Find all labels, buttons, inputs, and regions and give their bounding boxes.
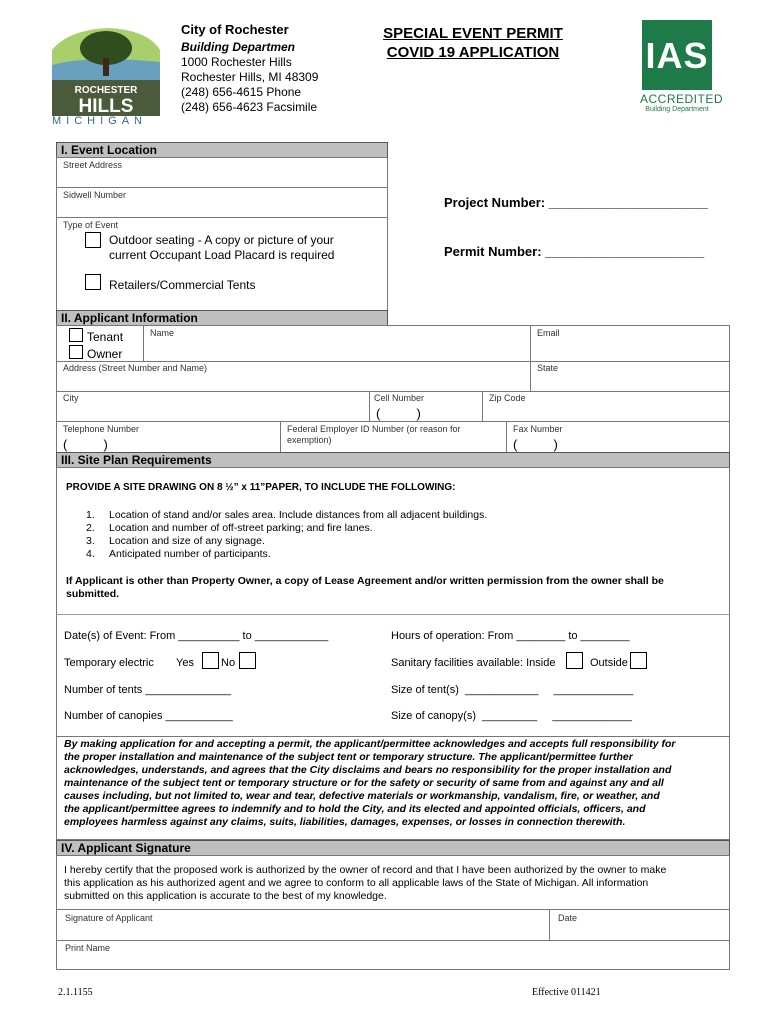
liability-line-2: the proper installation and maintenance of the subject tent or temporary structure. The applicant/permittee further — [64, 751, 633, 763]
print-name-field[interactable] — [56, 940, 730, 970]
liability-line-3: acknowledges, understands, and agrees that the City disclaims and bears no responsibility for the proper installation and — [64, 764, 672, 776]
tenant-label: Tenant — [87, 330, 124, 344]
state-label: State — [537, 363, 559, 373]
header-department: Building Departmen — [181, 40, 296, 54]
telephone-label: Telephone Number — [63, 424, 140, 434]
zip-label: Zip Code — [489, 393, 526, 403]
liability-line-7: employees harmless against any claims, suits, liabilities, damages, expenses, or losses in connection therewith. — [64, 816, 626, 828]
fein-field[interactable] — [280, 421, 507, 454]
email-label: Email — [537, 328, 560, 338]
sidwell-label: Sidwell Number — [63, 190, 127, 200]
certify-line-1: I hereby certify that the proposed work is authorized by the owner of record and that I have been authorized by the owner to make — [64, 864, 667, 876]
project-number[interactable]: Project Number: ______________________ — [444, 195, 708, 210]
ias-accredited: ACCREDITED — [640, 92, 724, 106]
section1-heading: I. Event Location — [56, 142, 388, 158]
cell-label: Cell Number — [374, 393, 425, 403]
electric-no-label: No — [221, 657, 236, 669]
site-plan-item-1: Location of stand and/or sales area. Include distances from all adjacent buildings. — [109, 509, 488, 521]
form-number: 2.1.1155 — [58, 987, 93, 998]
number-of-tents-field[interactable]: Number of tents ______________ — [64, 684, 231, 696]
liability-line-6: the applicant/permittee agrees to indemnify and to hold the City, and its elected and appointed officials, officers, and — [64, 803, 646, 815]
header-address1: 1000 Rochester Hills — [181, 55, 292, 69]
name-field[interactable] — [143, 325, 531, 362]
header-phone: (248) 656-4615 Phone — [181, 85, 302, 99]
ias-logo: IAS — [642, 20, 712, 90]
owner-label: Owner — [87, 347, 123, 361]
retailers-checkbox[interactable] — [85, 274, 101, 290]
site-plan-divider — [56, 614, 730, 615]
type-of-event-label: Type of Event — [63, 220, 119, 230]
logo-text-rochester: ROCHESTER — [74, 85, 138, 96]
sanitary-label: Sanitary facilities available: Inside — [391, 657, 556, 669]
type-of-event-box — [56, 217, 388, 312]
title-line1: SPECIAL EVENT PERMIT — [383, 25, 563, 42]
header-fax: (248) 656-4623 Facsimile — [181, 100, 318, 114]
fein-label2: exemption) — [287, 435, 332, 445]
site-plan-item-2: Location and number of off-street parking; and fire lanes. — [109, 522, 373, 534]
fein-label: Federal Employer ID Number (or reason for — [287, 424, 461, 434]
address-label: Address (Street Number and Name) — [63, 363, 208, 373]
date-label: Date — [558, 913, 578, 923]
size-of-canopies-field[interactable]: Size of canopy(s) _________ _____________ — [391, 710, 632, 722]
signature-label: Signature of Applicant — [65, 913, 153, 923]
tenant-owner-box — [56, 325, 144, 362]
liability-line-1: By making application for and accepting a permit, the applicant/permittee acknowledges and accepts full responsibility for — [64, 738, 676, 750]
address-field[interactable] — [56, 361, 531, 392]
event-dates-field[interactable]: Date(s) of Event: From __________ to ____________ — [64, 630, 329, 642]
print-name-label: Print Name — [65, 943, 111, 953]
outdoor-seating-label2: current Occupant Load Placard is required — [109, 248, 335, 262]
street-address-label: Street Address — [63, 160, 123, 170]
section4-heading: IV. Applicant Signature — [56, 840, 730, 856]
section3-heading: III. Site Plan Requirements — [56, 452, 730, 468]
rochester-hills-logo — [48, 20, 164, 130]
email-field[interactable] — [530, 325, 730, 362]
signature-field[interactable] — [56, 909, 550, 941]
temporary-electric-label: Temporary electric — [64, 657, 154, 669]
number-of-canopies-field[interactable]: Number of canopies ___________ — [64, 710, 233, 722]
site-drawing-instruction: PROVIDE A SITE DRAWING ON 8 ½” x 11”PAPER, TO INCLUDE THE FOLLOWING: — [66, 482, 456, 493]
title-line2: COVID 19 APPLICATION — [386, 44, 560, 61]
city-label: City — [63, 393, 79, 403]
logo-text-michigan: MICHIGAN — [52, 115, 147, 127]
fax-label: Fax Number — [513, 424, 563, 434]
telephone-area-code: ( ) — [63, 437, 108, 452]
street-address-field[interactable] — [56, 157, 388, 188]
owner-checkbox[interactable] — [69, 345, 83, 359]
cell-area-code: ( ) — [376, 406, 421, 421]
liability-line-4: maintenance of the subject tent or temporary structure or for the safety or security of same from and against any and all — [64, 777, 664, 789]
header-city: City of Rochester — [181, 22, 289, 37]
fax-field[interactable] — [506, 421, 730, 454]
size-of-tents-field[interactable]: Size of tent(s) ____________ _____________ — [391, 684, 634, 696]
liability-line-5: causes including, but not limited to, wear and tear, defective materials or workmanship, vandalism, fire, or weather, and — [64, 790, 660, 802]
hours-of-operation-field[interactable]: Hours of operation: From ________ to ________ — [391, 630, 630, 642]
logo-text-hills: HILLS — [78, 96, 134, 117]
lease-note-line2: submitted. — [66, 588, 120, 600]
sanitary-outside-checkbox[interactable] — [630, 652, 647, 669]
fax-area-code: ( ) — [513, 437, 558, 452]
section2-heading: II. Applicant Information — [56, 310, 388, 326]
retailers-label: Retailers/Commercial Tents — [109, 278, 256, 292]
site-plan-num-1: 1. — [86, 509, 95, 521]
site-plan-item-4: Anticipated number of participants. — [109, 548, 271, 560]
date-field[interactable] — [549, 909, 730, 941]
electric-yes-checkbox[interactable] — [202, 652, 219, 669]
telephone-field[interactable] — [56, 421, 281, 454]
certify-line-3: submitted on this application is accurate to the best of my knowledge. — [64, 890, 387, 902]
zip-field[interactable] — [482, 391, 730, 422]
lease-note-line1: If Applicant is other than Property Owner, a copy of Lease Agreement and/or written permission from the owner shall be — [66, 575, 664, 587]
state-field[interactable] — [530, 361, 730, 392]
header-address2: Rochester Hills, MI 48309 — [181, 70, 319, 84]
outdoor-seating-label1: Outdoor seating - A copy or picture of your — [109, 233, 334, 247]
ias-building-dept: Building Department — [645, 106, 709, 113]
tenant-checkbox[interactable] — [69, 328, 83, 342]
site-plan-num-2: 2. — [86, 522, 95, 534]
sanitary-inside-checkbox[interactable] — [566, 652, 583, 669]
certify-line-2: this application as his authorized agent and we agree to conform to all applicable laws of the State of Michigan. All information — [64, 877, 649, 889]
cell-field[interactable] — [369, 391, 483, 422]
site-plan-num-4: 4. — [86, 548, 95, 560]
sanitary-outside-label: Outside — [590, 657, 628, 669]
city-field[interactable] — [56, 391, 370, 422]
name-label: Name — [150, 328, 175, 338]
electric-yes-label: Yes — [176, 657, 194, 669]
site-plan-item-3: Location and size of any signage. — [109, 535, 265, 547]
electric-no-checkbox[interactable] — [239, 652, 256, 669]
site-plan-num-3: 3. — [86, 535, 95, 547]
sidwell-field[interactable] — [56, 187, 388, 218]
site-plan-box — [56, 467, 730, 737]
permit-number[interactable]: Permit Number: ______________________ — [444, 244, 705, 259]
outdoor-seating-checkbox[interactable] — [85, 232, 101, 248]
effective-date: Effective 011421 — [532, 987, 601, 998]
